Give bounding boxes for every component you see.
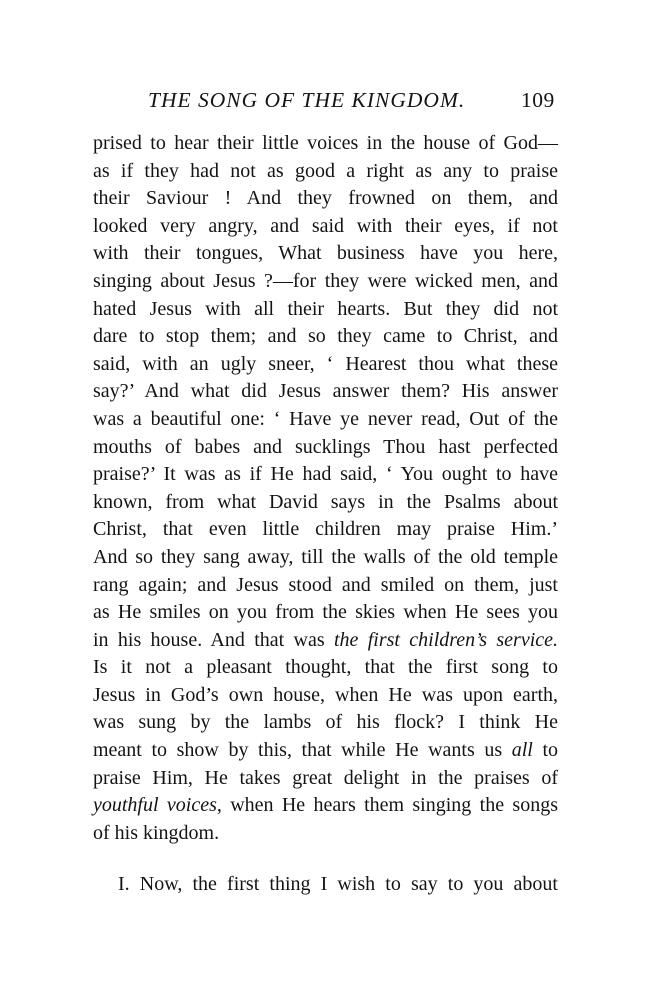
text-line: And so they sang away, till the walls of the old temple xyxy=(93,545,558,568)
running-title: THE SONG OF THE KINGDOM. xyxy=(148,88,466,112)
text-line: rang again; and Jesus stood and smiled on them, just xyxy=(93,573,558,596)
text-line: known, from what David says in the Psalms about xyxy=(93,490,558,513)
text-line: as if they had not as good a right as any to praise xyxy=(93,159,558,182)
text-line: looked very angry, and said with their eyes, if not xyxy=(93,214,558,237)
paragraph-body xyxy=(93,130,558,847)
text-line: in his house. And that was the first children’s service. xyxy=(93,628,559,651)
text-line: with their tongues, What business have you here, xyxy=(93,242,558,265)
italic-phrase: youthful voices xyxy=(93,794,217,817)
text-line: Is it not a pleasant thought, that the first song to xyxy=(93,656,558,679)
text-line: was a beautiful one: ‘ Have ye never read, Out of the xyxy=(93,407,558,430)
running-head xyxy=(148,88,578,118)
text-line: dare to stop them; and so they came to Christ, and xyxy=(93,325,558,348)
text-line: meant to show by this, that while He wants us all to xyxy=(93,739,558,762)
text-line: as He smiles on you from the skies when He sees you xyxy=(93,601,558,624)
italic-phrase: the first children’s service. xyxy=(333,628,559,651)
text-line: youthful voices, when He hears them singing the songs xyxy=(93,794,558,817)
italic-word: all xyxy=(511,739,533,762)
text-line: say?’ And what did Jesus answer them? His answer xyxy=(93,380,558,403)
text-line: Christ, that even little children may praise Him.’ xyxy=(93,518,558,541)
text-line: prised to hear their little voices in the house of God— xyxy=(93,132,558,154)
page-number: 109 xyxy=(521,88,555,112)
text-line: their Saviour ! And they frowned on them, and xyxy=(93,187,558,210)
text-line: praise Him, He takes great delight in the praises of xyxy=(93,766,558,789)
text-line: of his kingdom. xyxy=(93,821,220,844)
paragraph-next xyxy=(118,871,558,899)
text-line: I. Now, the first thing I wish to say to you about xyxy=(118,873,558,895)
text-line: mouths of babes and sucklings Thou hast perfected xyxy=(93,435,558,458)
text-line: Jesus in God’s own house, when He was upon earth, xyxy=(93,683,558,706)
text-line: was sung by the lambs of his flock? I think He xyxy=(93,711,558,734)
text-line: hated Jesus with all their hearts. But they did not xyxy=(93,297,558,320)
text-line: praise?’ It was as if He had said, ‘ You ought to have xyxy=(93,463,558,486)
text-line: singing about Jesus ?—for they were wicked men, and xyxy=(93,269,558,292)
text-line: said, with an ugly sneer, ‘ Hearest thou what these xyxy=(93,352,558,375)
